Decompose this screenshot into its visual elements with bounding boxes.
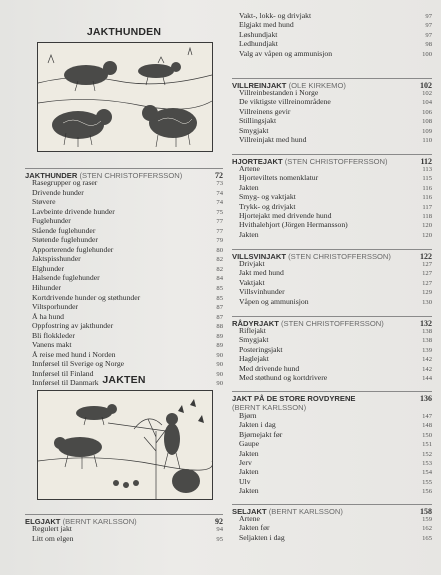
entry-page: 85 [216,294,223,302]
toc-heading-rovdyr [232,391,432,412]
heading-label: RÅDYRJAKT [232,319,279,328]
entry-page: 82 [216,256,223,264]
entry-label: Jakten før [239,523,270,533]
toc-entry [232,468,432,477]
entry-label: Hihunder [32,283,62,293]
entry-label: Fuglehunder [32,216,71,226]
toc-entry [232,221,432,230]
entry-page: 156 [422,488,432,496]
entry-label: Valg av våpen og ammunisjon [239,48,333,58]
toc-entry [232,450,432,459]
heading-page: 122 [420,252,432,261]
entry-page: 130 [422,298,432,306]
entry-page: 89 [216,332,223,340]
entry-page: 162 [422,525,432,533]
entry-page: 155 [422,478,432,486]
toc-entry [232,298,432,307]
entry-page: 154 [422,469,432,477]
toc-entry [232,231,432,240]
entry-label: Regulert jakt [32,524,72,533]
entry-page: 97 [425,31,432,39]
entry-page: 115 [422,175,432,183]
toc-entry [232,136,432,145]
entry-page: 98 [425,41,432,49]
entry-page: 108 [422,118,432,126]
entry-label: Stående fuglehunder [32,225,96,235]
entry-page: 148 [422,422,432,430]
toc-list-elgjakt [25,525,223,544]
entry-page: 94 [216,526,223,533]
entry-label: Hjortejakt med drivende hund [239,211,332,221]
entry-label: Hjorteviltets nomenklatur [239,173,319,183]
heading-label: VILLSVINJAKT [232,252,287,261]
entry-page: 116 [422,194,432,202]
entry-label: Villsvinhunder [239,287,285,297]
entry-label: Jakten [239,448,259,458]
entry-label: Stillingsjakt [239,116,277,126]
heading-label: VILLREINJAKT [232,81,287,90]
heading-page: 136 [420,394,432,403]
entry-page: 77 [216,227,223,235]
toc-entry [232,174,432,183]
heading-author: (OLE KIRKEMO) [288,81,346,90]
entry-label: Jakten i dag [239,420,276,430]
entry-page: 80 [216,246,223,254]
entry-page: 74 [216,189,223,197]
entry-label: Våpen og ammunisjon [239,296,309,306]
toc-entry [232,431,432,440]
dogs-engraving [38,43,212,151]
heading-page: 72 [215,171,223,180]
entry-page: 82 [216,265,223,273]
entry-page: 90 [216,351,223,359]
entry-page: 159 [422,516,432,523]
entry-label: Bli flokkleder [32,330,75,340]
toc-list-jakthunder [25,179,223,389]
entry-label: Vaktjakt [239,277,265,287]
entry-page: 142 [422,365,432,373]
entry-label: Å ha hund [32,311,65,321]
toc-list-seljakt [232,515,432,543]
entry-label: Oppfostring av jakthunder [32,321,114,331]
entry-label: Artene [239,514,260,523]
toc-entry [25,535,223,545]
entry-label: Apporterende fuglehunder [32,244,114,254]
entry-page: 109 [422,127,432,135]
heading-label: SELJAKT [232,507,267,516]
woodcut-hunt-illustration [37,390,213,500]
section-title-jakthunden: JAKTHUNDEN [86,26,162,38]
toc-entry [232,440,432,449]
toc-list-villsvinjakt [232,260,432,307]
entry-label: Trykk- og drivjakt [239,201,296,211]
entry-label: Seljakten i dag [239,532,285,542]
entry-label: Jakten [239,467,259,477]
entry-label: Å reise med hund i Norden [32,349,116,359]
entry-label: Hvithalehjort (Jörgen Hermansson) [239,220,348,230]
entry-page: 118 [422,213,432,221]
heading-author: (BERNT KARLSSON) [62,517,137,526]
entry-label: Jakten [239,486,259,496]
entry-page: 95 [216,535,223,543]
entry-page: 127 [422,279,432,287]
heading-label: JAKT PÅ DE STORE ROVDYRENE [232,394,356,403]
toc-list-radyrjakt [232,327,432,383]
entry-label: Løshundjakt [239,29,278,39]
entry-label: Halsende fuglehunder [32,273,100,283]
entry-label: De viktigste villreinområdene [239,97,331,107]
entry-page: 120 [422,222,432,230]
entry-label: Smyg- og vaktjakt [239,192,296,202]
heading-page: 102 [420,81,432,90]
entry-label: Jakten [239,229,259,239]
entry-label: Jakt med hund [239,268,284,278]
entry-page: 100 [422,50,432,58]
entry-page: 73 [216,180,223,187]
entry-label: Innførsel til Danmark [32,378,99,388]
entry-label: Elghunder [32,263,65,273]
heading-label: HJORTEJAKT [232,157,283,166]
entry-page: 87 [216,304,223,312]
entry-page: 97 [425,13,432,20]
heading-author: (BERNT KARLSSON) [232,403,307,412]
toc-entry [232,459,432,468]
entry-label: Innførsel til Sverige og Norge [32,359,125,369]
toc-list-villreinjakt [232,89,432,145]
entry-label: Jerv [239,458,252,468]
entry-page: 87 [216,313,223,321]
entry-page: 142 [422,356,432,364]
entry-page: 127 [422,270,432,278]
entry-label: Drivjakt [239,259,265,268]
entry-label: Viltsporhunder [32,302,79,312]
entry-label: Artene [239,164,260,173]
toc-list-elgjakt-continued [232,12,432,59]
entry-label: Med drivende hund [239,363,300,373]
toc-entry [232,50,432,59]
entry-label: Jakten [239,182,259,192]
entry-label: Villreinbestanden i Norge [239,88,319,97]
entry-page: 97 [425,22,432,30]
entry-page: 85 [216,285,223,293]
heading-label: ELGJAKT [25,517,61,526]
entry-label: Villreinens gevir [239,106,291,116]
entry-page: 79 [216,237,223,245]
heading-author: (STEN CHRISTOFFERSSON) [79,171,183,180]
entry-page: 90 [216,380,223,388]
entry-page: 150 [422,431,432,439]
heading-page: 112 [420,157,432,166]
entry-label: Kortdrivende hunder og støthunder [32,292,141,302]
entry-page: 152 [422,450,432,458]
entry-page: 84 [216,275,223,283]
heading-page: 158 [420,507,432,516]
entry-label: Elgjakt med hund [239,20,294,30]
entry-label: Vakt-, lokk- og drivjakt [239,11,312,20]
entry-page: 88 [216,323,223,331]
heading-label: JAKTHUNDER [25,171,78,180]
entry-page: 138 [422,337,432,345]
toc-list-hjortejakt [232,165,432,240]
entry-page: 106 [422,108,432,116]
entry-page: 113 [422,166,432,173]
entry-label: Gaupe [239,439,260,449]
entry-page: 104 [422,99,432,107]
entry-page: 144 [422,375,432,383]
entry-label: Støvere [32,197,56,207]
entry-page: 74 [216,199,223,207]
entry-label: Smygjakt [239,335,269,345]
heading-author: (STEN CHRISTOFFERSSON) [288,252,391,261]
entry-page: 102 [422,90,432,97]
entry-label: Jaktspisshunder [32,254,81,264]
entry-page: 120 [422,231,432,239]
toc-entry [232,478,432,487]
entry-page: 151 [422,441,432,449]
entry-label: Bjørnejakt før [239,429,283,439]
entry-label: Posteringsjakt [239,344,283,354]
toc-entry [232,534,432,543]
entry-label: Haglejakt [239,354,269,364]
entry-label: Riflejakt [239,326,266,335]
heading-author: (STEN CHRISTOFFERSSON) [280,319,384,328]
heading-author: (BERNT KARLSSON) [268,507,343,516]
entry-page: 77 [216,218,223,226]
woodcut-dogs-illustration [37,42,213,152]
entry-page: 110 [422,137,432,145]
entry-label: Ulv [239,476,251,486]
entry-page: 165 [422,534,432,542]
entry-page: 75 [216,208,223,216]
toc-entry [232,487,432,496]
toc-entry [232,374,432,383]
entry-page: 147 [422,413,432,420]
entry-label: Med støthund og kortdrivere [239,373,328,383]
entry-page: 153 [422,460,432,468]
heading-author: (STEN CHRISTOFFERSSON) [284,157,388,166]
entry-label: Drivende hunder [32,187,84,197]
entry-label: Smygjakt [239,125,269,135]
entry-page: 129 [422,289,432,297]
entry-page: 139 [422,346,432,354]
hunt-engraving [38,391,212,499]
entry-label: Innførsel til Finland [32,368,94,378]
entry-label: Rasegrupper og raser [32,178,98,187]
heading-page: 92 [215,517,223,526]
heading-page: 132 [420,319,432,328]
entry-label: Støtende fuglehunder [32,235,98,245]
entry-page: 89 [216,342,223,350]
entry-page: 138 [422,328,432,335]
entry-label: Bjørn [239,411,257,420]
entry-label: Villreinjakt med hund [239,135,307,145]
entry-page: 90 [216,370,223,378]
entry-label: Ledhundjakt [239,39,278,49]
entry-label: Vanens makt [32,340,72,350]
entry-page: 117 [422,203,432,211]
entry-page: 90 [216,361,223,369]
entry-label: Litt om elgen [32,533,74,543]
toc-list-rovdyr [232,412,432,497]
section-title-jakten: JAKTEN [102,374,146,386]
entry-label: Lavbeinte drivende hunder [32,206,115,216]
entry-page: 116 [422,184,432,192]
entry-page: 127 [422,261,432,268]
